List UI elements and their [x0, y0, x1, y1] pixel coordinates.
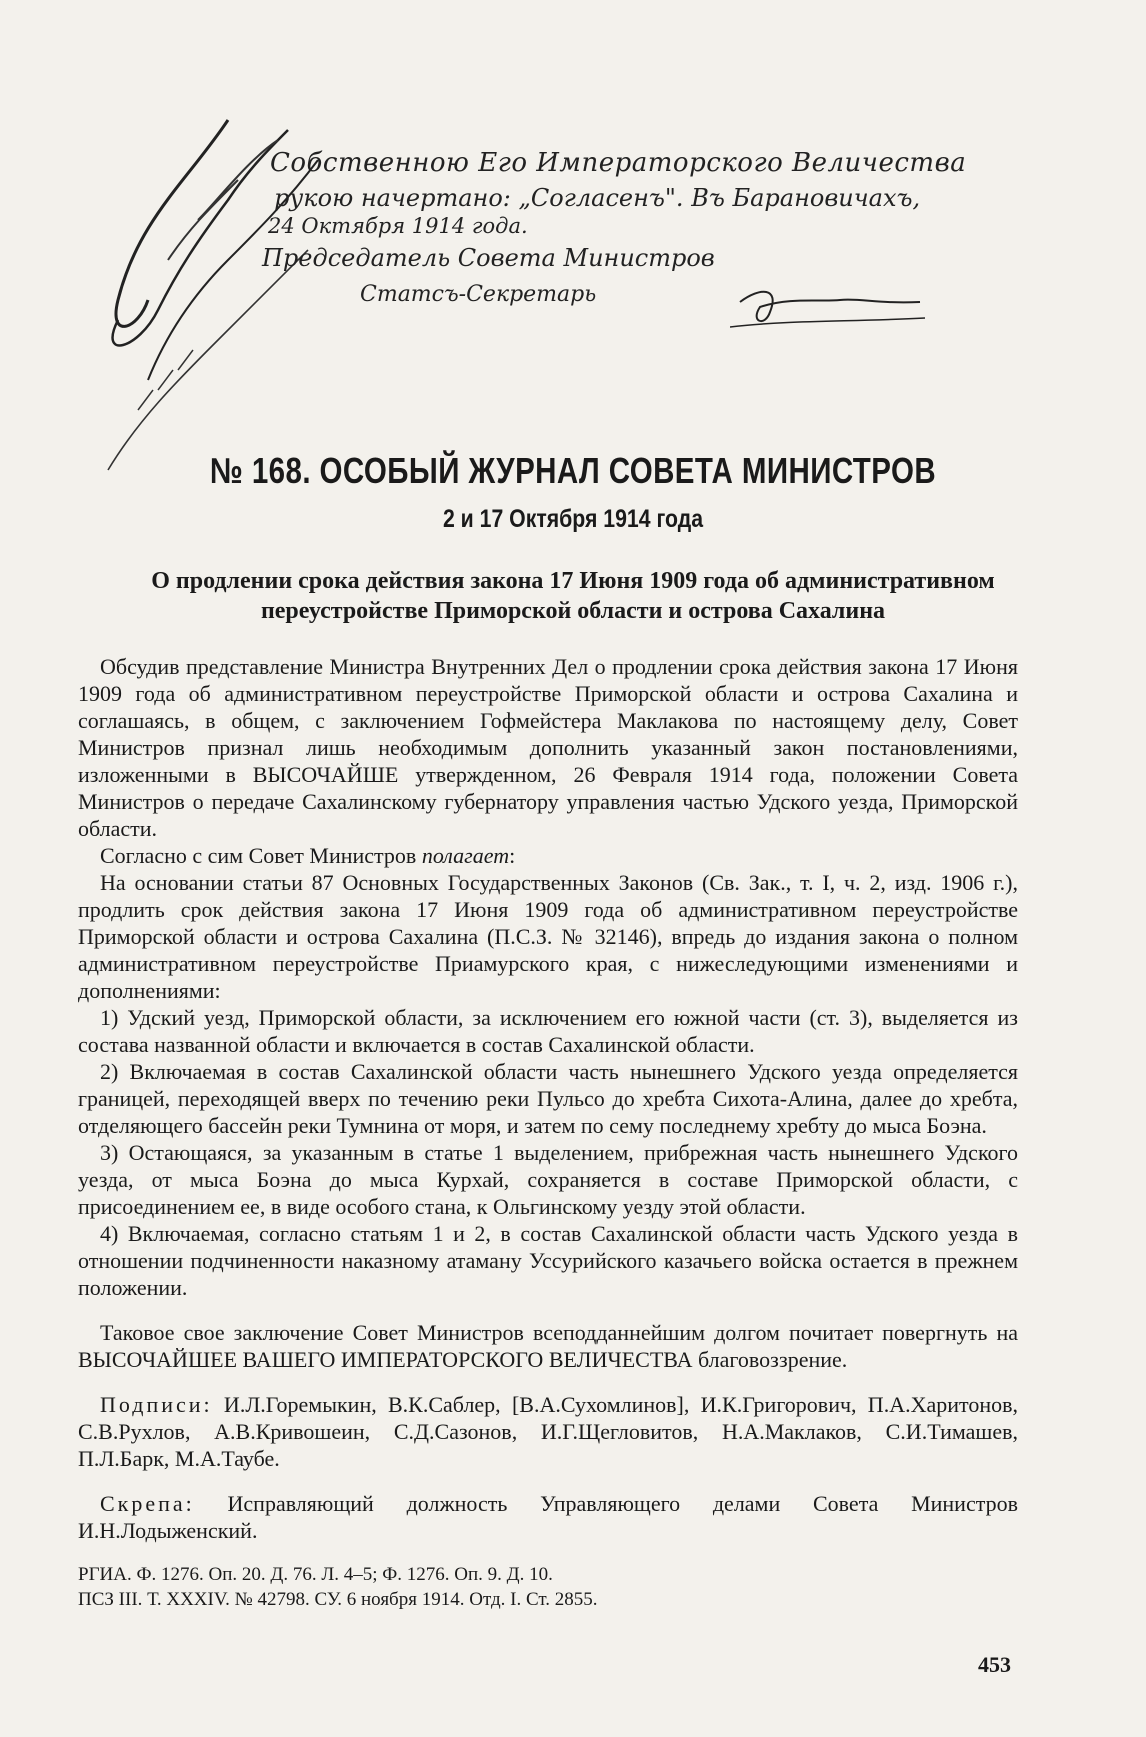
closing-paragraph: Таковое свое заключение Совет Министров всеподданнейшим долгом почитает повергнуть на ВЫСОЧАЙШЕЕ ВАШЕГО ИМПЕРАТОРСКОГО ВЕЛИЧЕСТВА благовоззрение.: [78, 1320, 1018, 1372]
paragraph-1: Обсудив представление Министра Внутренних Дел о продлении срока действия закона 17 Июня 1909 года об административном переустройстве Приморской области и острова Сахалина и соглашаясь, в общем, с заключением Гофмейстера Маклакова по настоящему делу, Совет Министров признал лишь необходимым дополнить указанный закон постановлениями, изложенными в ВЫСОЧАЙШЕ утвержденном, 26 Февраля 1914 года, положении Совета Министров о передаче Сахалинскому губернатору управления частью Удского уезда, Приморской области.: [78, 654, 1018, 841]
list-item-4: 4) Включаемая, согласно статьям 1 и 2, в состав Сахалинской области часть Удского уезда в отношении подчиненности наказному атаману Уссурийского казачьего войска остается в прежнем положении.: [78, 1221, 1018, 1300]
signatures-block: Подписи: И.Л.Горемыкин, В.К.Саблер, [В.А.Сухомлинов], И.К.Григорович, П.А.Харитонов, С.В.Рухлов, А.В.Кривошеин, С.Д.Сазонов, И.Г.Щегловитов, Н.А.Маклаков, С.И.Тимашев, П.Л.Барк, М.А.Таубе.: [78, 1392, 1018, 1471]
source-line-1: РГИА. Ф. 1276. Оп. 20. Д. 76. Л. 4–5; Ф. 1276. Оп. 9. Д. 10.: [78, 1564, 553, 1585]
list-item-1: 1) Удский уезд, Приморской области, за исключением его южной части (ст. 3), выделяется из состава названной области и включается в состав Сахалинской области.: [78, 1005, 1018, 1057]
resolution-line-3: 24 Октября 1914 года.: [268, 214, 528, 238]
skrepa-label: Скрепа:: [100, 1491, 195, 1516]
source-line-2: ПСЗ III. Т. XXXIV. № 42798. СУ. 6 ноября 1914. Отд. I. Ст. 2855.: [78, 1589, 598, 1610]
document-subtitle: О продлении срока действия закона 17 Июня 1909 года об административном переустройстве Приморской области и острова Сахалина: [151, 568, 995, 624]
paragraph-2: Согласно с сим Совет Министров полагает:: [100, 843, 516, 868]
signatures-label: Подписи:: [100, 1392, 213, 1417]
skrepa-block: Скрепа: Исправляющий должность Управляющего делами Совета Министров И.Н.Лодыженский.: [78, 1491, 1018, 1543]
handwritten-signature-secretary: [730, 282, 930, 342]
resolution-line-4: Председатель Совета Министров: [262, 244, 715, 272]
resolution-line-1: Собственною Его Императорского Величества: [270, 148, 967, 178]
document-body: [78, 653, 1018, 1612]
page-number: 453: [978, 1652, 1011, 1677]
emphasis-polagaet: полагает: [421, 843, 510, 868]
paragraph-3: На основании статьи 87 Основных Государственных Законов (Св. Зак., т. I, ч. 2, изд. 1906 г.), продлить срок действия закона 17 Июня 1909 года об административном переустройстве Приморской области и острова Сахалина (П.С.З. № 32146), впредь до издания закона о полном административном переустройстве Приамурского края, с нижеследующими изменениями и дополнениями:: [78, 870, 1018, 1003]
resolution-line-2: рукою начертано: „Согласенъ". Въ Барановичахъ,: [274, 184, 921, 212]
list-item-3: 3) Остающаяся, за указанным в статье 1 выделением, прибрежная часть нынешнего Удского уезда, от мыса Боэна до мыса Курхай, сохраняется в составе Приморской области, с присоединением ее, в виде особого стана, к Ольгинскому уезду этой области.: [78, 1140, 1018, 1219]
document-title: № 168. ОСОБЫЙ ЖУРНАЛ СОВЕТА МИНИСТРОВ: [209, 450, 937, 491]
document-date: 2 и 17 Октября 1914 года: [442, 505, 704, 533]
resolution-line-5: Статсъ-Секретарь: [360, 282, 597, 307]
list-item-2: 2) Включаемая в состав Сахалинской области часть нынешнего Удского уезда определяется границей, переходящей вверх по течению реки Пульсо до хребта Сихота-Алина, далее до хребта, отделяющего бассейн реки Тумнина от моря, и затем по сему последнему хребту до мыса Боэна.: [78, 1059, 1018, 1138]
